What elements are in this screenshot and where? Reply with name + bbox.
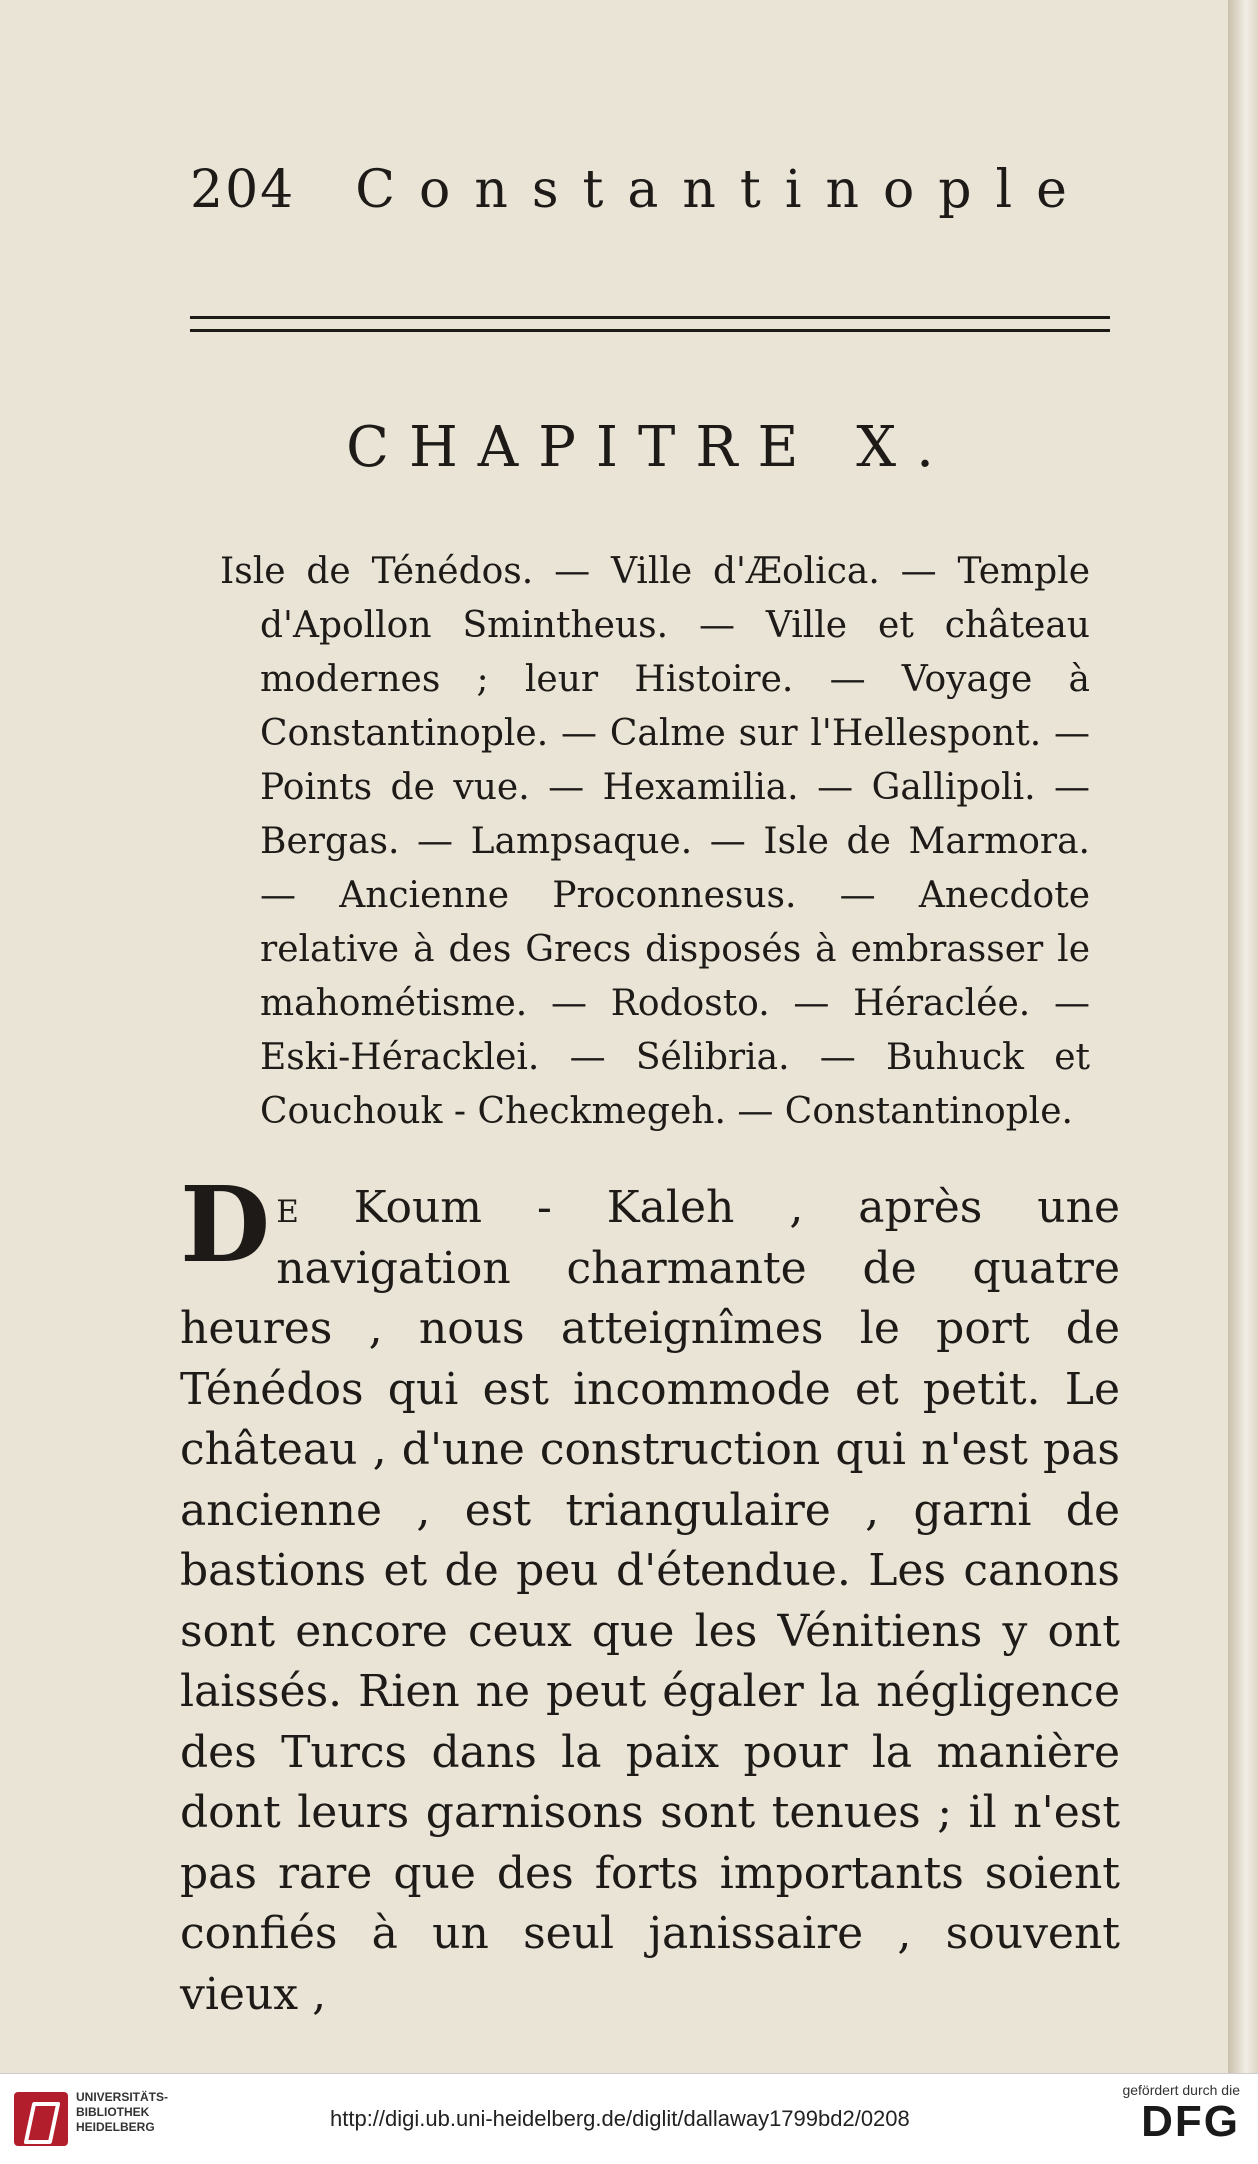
viewer-footer <box>0 2073 1258 2164</box>
funding-text: gefördert durch die <box>1122 2082 1240 2098</box>
running-title: Constantinople <box>355 160 1091 220</box>
header-rule <box>190 316 1110 332</box>
dfg-logo-icon[interactable]: DFG <box>1141 2097 1240 2146</box>
book-spine-edge <box>1228 0 1258 2074</box>
drop-cap: D <box>180 1163 271 1286</box>
library-name-line: UNIVERSITÄTS- <box>76 2090 169 2104</box>
body-text: Koum - Kaleh , après une navigation charmante de quatre heures , nous atteignîmes le port de Ténédos qui est incommode et petit. Le château , d'une construction qui n'est pas ancienne , est triangulaire , garni de bastions et de peu d'étendue. Les canons sont encore ceux que les Vénitiens y ont laissés. Rien ne peut égaler la négligence des Turcs dans la paix pour la manière dont leurs garnisons sont tenues ; il n'est pas rare que des forts importants soient confiés à un seul janissaire , souvent vieux , <box>180 1182 1120 2020</box>
page-number: 204 <box>190 160 296 220</box>
library-logo-icon[interactable] <box>14 2092 68 2146</box>
library-name-line: HEIDELBERG <box>76 2120 155 2134</box>
library-name <box>76 2090 196 2135</box>
body-paragraph <box>180 1163 1120 2025</box>
chapter-summary: Isle de Ténédos. — Ville d'Æolica. — Temple d'Apollon Smintheus. — Ville et château modernes ; leur Histoire. — Voyage à Constantinople. — Calme sur l'Hellespont. — Points de vue. — Hexamilia. — Gallipoli. — Bergas. — Lampsaque. — Isle de Marmora. — Ancienne Proconnesus. — Anecdote relative à des Grecs disposés à embrasser le mahométisme. — Rodosto. — Héraclée. — Eski-Héracklei. — Sélibria. — Buhuck et Couchouk - Checkmegeh. — Constantinople. <box>220 551 1090 1132</box>
running-header <box>190 160 1128 220</box>
permalink-url[interactable]: http://digi.ub.uni-heidelberg.de/diglit/dallaway1799bd2/0208 <box>330 2106 910 2131</box>
first-word-rest: e <box>276 1182 299 1233</box>
library-name-line: BIBLIOTHEK <box>76 2105 150 2119</box>
chapter-title: CHAPITRE X. <box>346 415 954 480</box>
funding-block <box>1090 2082 1240 2146</box>
